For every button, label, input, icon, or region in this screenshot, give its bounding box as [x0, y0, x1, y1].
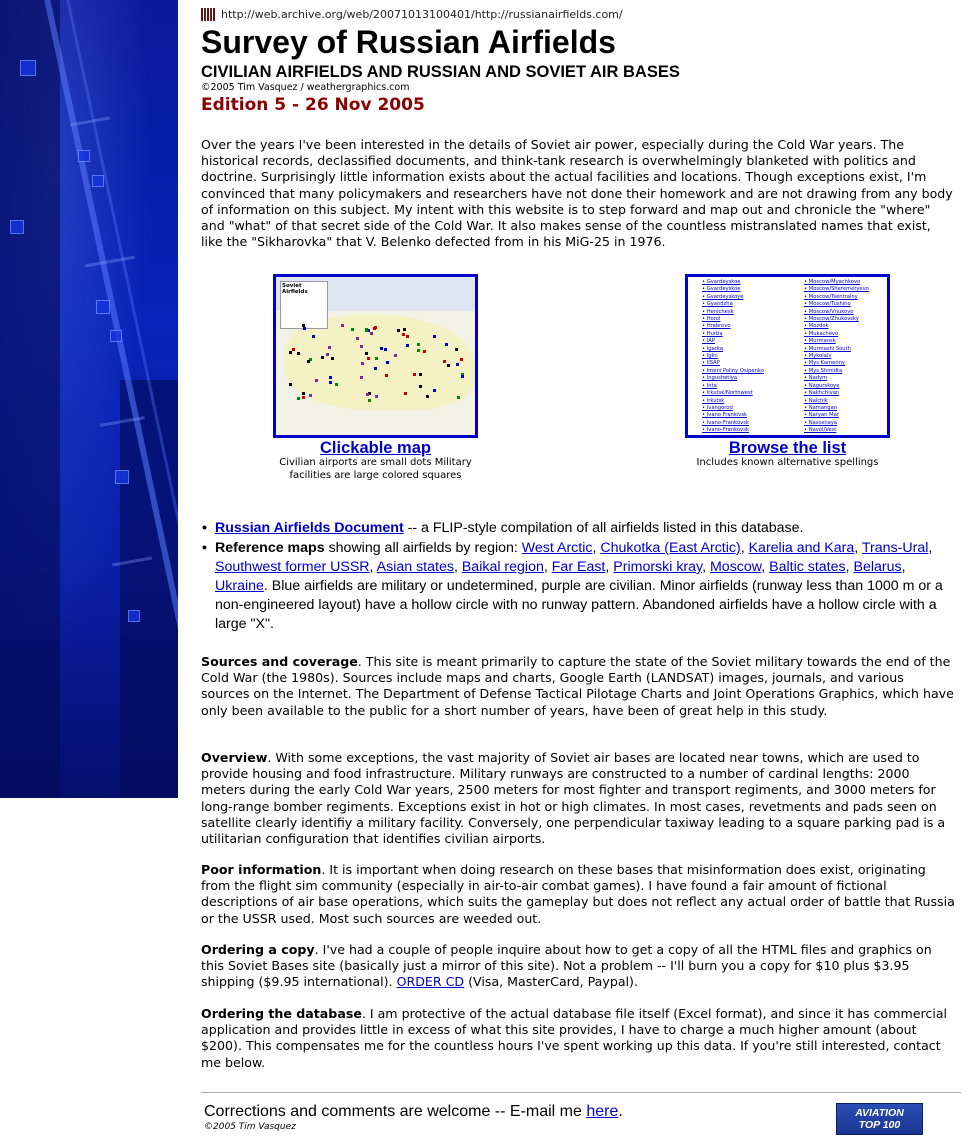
list-entry: • Moscow/Tsentralny: [804, 294, 869, 301]
list-entry: • Hrebrovo: [702, 323, 764, 330]
ordering-database-text: . I am protective of the actual database file itself (Excel format), and since it has commercial application and provides little in excess of what this site provides, I have to charge a much higher amount (about $200). This compensates me for the countless hours I've spent working up this data. If you're still interested, contact me below.: [201, 1006, 948, 1070]
map-airfield-dot: [426, 395, 429, 398]
map-airfield-dot: [360, 376, 363, 379]
list-entry: • Mys Shmidta: [804, 368, 869, 375]
list-column-2: [804, 279, 869, 435]
list-entry: • Inta: [702, 383, 764, 390]
badge-line-2: TOP 100: [858, 1119, 901, 1131]
region-link[interactable]: Primorski kray: [613, 559, 703, 575]
map-airfield-dot: [403, 328, 406, 331]
list-item: [201, 539, 961, 634]
map-airfield-dot: [397, 329, 400, 332]
header-copyright: ©2005 Tim Vasquez / weathergraphics.com: [201, 82, 410, 93]
map-airfield-dot: [367, 357, 370, 360]
browse-list-link[interactable]: Browse the list: [728, 439, 847, 457]
map-airfield-dot: [307, 360, 310, 363]
clickable-map-thumbnail[interactable]: [273, 274, 478, 438]
map-airfield-dot: [360, 345, 363, 348]
list-entry: • Nakhchivan: [804, 390, 869, 397]
map-airfield-dot: [374, 367, 377, 370]
region-separator: ,: [928, 540, 933, 556]
list-entry: • Ivano-Frankovsk: [702, 420, 764, 427]
payment-methods-text: (Visa, MasterCard, Paypal).: [464, 974, 638, 990]
ordering-copy-section: [201, 942, 956, 991]
list-entry: • Nagurskoye: [804, 383, 869, 390]
map-airfield-dot: [373, 327, 376, 330]
list-column-1: [702, 279, 764, 435]
map-airfield-dot: [312, 335, 315, 338]
map-airfield-dot: [289, 351, 292, 354]
list-entry: • IISAP: [702, 360, 764, 367]
region-link[interactable]: Karelia and Kara: [748, 540, 855, 556]
map-airfield-dot: [329, 376, 332, 379]
map-airfield-dot: [302, 396, 305, 399]
map-airfield-dot: [326, 353, 329, 356]
region-link[interactable]: Baikal region: [461, 559, 544, 575]
list-entry: • Igarka: [702, 346, 764, 353]
doc-description: -- a FLIP-style compilation of all airfields listed in this database.: [403, 520, 804, 536]
sources-heading: Sources and coverage: [201, 654, 358, 669]
ordering-copy-text: . I've had a couple of people inquire about how to get a copy of all the HTML files and graphics on this Soviet Bases site (basically just a mirror of this site). Not a problem -- I'll burn you a copy for $10 plus $3.95 shipping ($9.95 international).: [201, 942, 932, 990]
list-entry: • Mykolaiv: [804, 353, 869, 360]
region-link[interactable]: Asian states: [376, 559, 454, 575]
list-entry: • IAP: [702, 338, 764, 345]
aviation-top-100-badge[interactable]: [836, 1103, 923, 1135]
list-entry: • Gvardeyskoe: [702, 286, 764, 293]
order-cd-link[interactable]: ORDER CD: [396, 974, 465, 990]
list-entry: • Ivano-Frankovsk: [702, 427, 764, 434]
map-airfield-dot: [375, 357, 378, 360]
archive-url: http://web.archive.org/web/20071013100401/http://russianairfields.com/: [221, 7, 623, 21]
badge-line-1: AVIATION: [855, 1107, 904, 1119]
list-entry: • Gvardeyskoye: [702, 294, 764, 301]
region-link[interactable]: Far East: [551, 559, 606, 575]
map-airfield-dot: [315, 379, 318, 382]
map-airfield-dot: [406, 344, 409, 347]
list-entry: • Moscow/Sheremetyevo: [804, 286, 869, 293]
map-airfield-dot: [368, 399, 371, 402]
overview-heading: Overview: [201, 750, 268, 765]
footer-copyright: ©2005 Tim Vasquez: [204, 1122, 296, 1132]
reference-maps-intro: showing all airfields by region:: [324, 540, 522, 556]
map-airfield-dot: [447, 364, 450, 367]
map-airfield-dot: [341, 324, 344, 327]
region-separator: ,: [740, 540, 749, 556]
list-entry: • Nalchik: [804, 398, 869, 405]
region-link[interactable]: Belarus: [853, 559, 902, 575]
list-entry: • Gvardeyskoe: [702, 279, 764, 286]
list-entry: • Iglin: [702, 353, 764, 360]
region-link[interactable]: Chukotka (East Arctic): [600, 540, 741, 556]
map-airfield-dot: [455, 348, 458, 351]
page-subtitle: CIVILIAN AIRFIELDS AND RUSSIAN AND SOVIET AIR BASES: [201, 63, 680, 81]
map-airfield-dot: [356, 337, 359, 340]
ordering-database-section: [201, 1006, 956, 1071]
list-caption: Includes known alternative spellings: [696, 457, 879, 468]
wayback-bar: [201, 6, 623, 22]
map-airfield-dot: [394, 354, 397, 357]
region-separator: ,: [845, 559, 854, 575]
list-entry: • Namangan: [804, 405, 869, 412]
map-airfield-dot: [456, 363, 459, 366]
region-separator: ,: [702, 559, 710, 575]
list-entry: • Naryan Mar: [804, 412, 869, 419]
map-airfield-dot: [351, 328, 354, 331]
region-separator: ,: [854, 540, 862, 556]
map-legend: [280, 281, 328, 329]
map-airfield-dot: [402, 333, 405, 336]
map-airfield-dot: [423, 350, 426, 353]
map-caption: Civilian airports are small dots Military facilities are large colored squares: [279, 457, 472, 481]
map-airfield-dot: [370, 332, 373, 335]
list-entry: • Moscow/Tushino: [804, 301, 869, 308]
poor-information-heading: Poor information: [201, 862, 322, 877]
list-entry: • Imeni Poliny Osipenko: [702, 368, 764, 375]
poor-information-section: [201, 862, 956, 927]
map-airfield-dot: [385, 374, 388, 377]
region-separator: ,: [592, 540, 601, 556]
map-airfield-dot: [384, 348, 387, 351]
list-entry: • Murmansk: [804, 338, 869, 345]
map-airfield-dot: [361, 362, 364, 365]
ordering-copy-heading: Ordering a copy: [201, 942, 315, 957]
bullet-list: [201, 519, 961, 634]
region-link[interactable]: Moscow: [709, 559, 762, 575]
map-airfield-dot: [303, 327, 306, 330]
map-airfield-dot: [309, 394, 312, 397]
list-entry: • Nasosnaya: [804, 420, 869, 427]
intro-paragraph: Over the years I've been interested in the details of Soviet air power, especially during the Cold War years. The historical records, declassified documents, and think-tank research is overwhelmingly blanketed with politics and doctrine. Surprisingly little information exists about the actual facilities and locations. Though exceptions exist, I'm convinced that many policymakers and researchers have not done their homework and are not drawing from any body of information on this subject. My intent with this website is to step forward and map out and chronicle the "where" and "what" of that secret side of the Cold War. It also makes sense of the countless mistranslated names that exist, like the "Sikharovka" that V. Belenko defected from in his MiG-25 in 1976.: [201, 137, 953, 250]
list-entry: • Ingushetiya: [702, 375, 764, 382]
footer-period: .: [618, 1103, 623, 1120]
region-link[interactable]: West Arctic: [521, 540, 593, 556]
list-entry: • Irkutsk/Northwest: [702, 390, 764, 397]
list-entry: • Gyandzha: [702, 301, 764, 308]
satellite-image: [0, 0, 178, 798]
list-entry: • Henichesk: [702, 309, 764, 316]
footer-divider: [201, 1092, 961, 1093]
footer-contact-text: Corrections and comments are welcome -- E-mail me: [204, 1103, 587, 1120]
region-separator: ,: [761, 559, 770, 575]
map-title: Soviet Airfields: [282, 283, 308, 295]
map-airfield-dot: [404, 392, 407, 395]
list-entry: • Hurba: [702, 331, 764, 338]
map-airfield-dot: [419, 385, 422, 388]
map-airfield-dot: [457, 396, 460, 399]
map-airfield-dot: [433, 389, 436, 392]
list-entry: • Moscow/Zhukovsky: [804, 316, 869, 323]
region-separator: ,: [369, 559, 377, 575]
sources-text: . This site is meant primarily to capture the state of the Soviet military towards the end of the Cold War (the 1980s). Sources include maps and charts, Google Earth (LANDSAT) images, journals, and various sources on the Internet. The Department of Defense Tactical Pilotage Charts and Joint Operations Graphics, which have only been available to the public for a short number of years, have been of great help in this study.: [201, 654, 954, 718]
list-entry: • Nadym: [804, 375, 869, 382]
footer-contact: [204, 1102, 623, 1122]
map-airfield-dot: [380, 347, 383, 350]
map-airfield-dot: [297, 397, 300, 400]
map-airfield-dot: [417, 349, 420, 352]
list-entry: • Mukachevo: [804, 331, 869, 338]
sources-section: [201, 654, 956, 719]
ordering-database-heading: Ordering the database: [201, 1006, 362, 1021]
region-separator: ,: [453, 559, 462, 575]
list-entry: • Moscow/Vnukovo: [804, 309, 869, 316]
map-airfield-dot: [292, 348, 295, 351]
list-entry: • Ivangorod: [702, 405, 764, 412]
map-airfield-dot: [328, 346, 331, 349]
region-link[interactable]: Baltic states: [769, 559, 846, 575]
region-separator: ,: [605, 559, 614, 575]
region-separator: ,: [901, 559, 906, 575]
list-entry: • Horol: [702, 316, 764, 323]
map-airfield-dot: [406, 335, 409, 338]
list-entry: • Irkutsk: [702, 398, 764, 405]
map-airfield-dot: [419, 373, 422, 376]
list-entry: • Ivano Frankivsk: [702, 412, 764, 419]
map-airfield-dot: [335, 383, 338, 386]
region-link[interactable]: Southwest former USSR: [215, 559, 370, 575]
map-airfield-dot: [329, 381, 332, 384]
map-airfield-dot: [375, 395, 378, 398]
region-separator: ,: [543, 559, 552, 575]
list-entry: • Mozdok: [804, 323, 869, 330]
map-airfield-dot: [433, 335, 436, 338]
airfields-document-link[interactable]: Russian Airfields Document: [215, 520, 404, 536]
list-entry: • Mys Kamenny: [804, 360, 869, 367]
map-airfield-dot: [365, 328, 368, 331]
map-airfield-dot: [302, 392, 305, 395]
map-airfield-dot: [297, 352, 300, 355]
poor-information-text: . It is important when doing research on these bases that misinformation does exist, originating from the flight sim community (especially in air-to-air combat games). I have found a fair amount of fictional descriptions of air base operations, which suits the gameplay but does not reflect any actual order of battle that Russia or the USSR used. Most such sources are weeded out.: [201, 862, 955, 926]
region-link[interactable]: Ukraine: [215, 578, 264, 594]
map-airfield-dot: [413, 373, 416, 376]
list-entry: • Murmashi South: [804, 346, 869, 353]
map-airfield-dot: [461, 375, 464, 378]
map-airfield-dot: [331, 357, 334, 360]
email-link[interactable]: here: [586, 1103, 619, 1120]
map-airfield-dot: [302, 324, 305, 327]
reference-maps-legend: . Blue airfields are military or undetermined, purple are civilian. Minor airfields (runway less than 1000 m or a non-engineered layout) have a hollow circle with no runway pattern. Abandoned airfields have a hollow circle with a large "X".: [215, 578, 943, 632]
list-entry: • Navoi/Vest: [804, 427, 869, 434]
reference-maps-label: Reference maps: [215, 540, 325, 556]
list-item: [201, 519, 961, 538]
list-entry: • Moscow/Myachkovo: [804, 279, 869, 286]
map-airfield-dot: [443, 360, 446, 363]
overview-text: . With some exceptions, the vast majority of Soviet air bases are located near towns, which are used to provide housing and food infrastructure. Military runways are constructed to a number of cardinal lengths: 2000 meters during the early Cold War years, 2500 meters for most fighter and transport regiments, and 3000 meters for long-range bomber regiments. Exceptions exist in hot or high climates. In most cases, revetments and pads seen on satellite clearly identifiy a military facility. Conversely, one perpendicular taxiway leading to a square parking pad is a utilitarian configuration that identifies civilian airports.: [201, 750, 946, 847]
wayback-machine-icon[interactable]: [201, 8, 215, 21]
map-airfield-dot: [289, 383, 292, 386]
map-airfield-dot: [460, 358, 463, 361]
map-airfield-dot: [386, 361, 389, 364]
browse-list-thumbnail[interactable]: [685, 274, 890, 438]
clickable-map-link[interactable]: Clickable map: [320, 439, 431, 457]
map-airfield-dot: [445, 343, 448, 346]
overview-section: [201, 750, 956, 847]
map-airfield-dot: [321, 356, 324, 359]
page-title: Survey of Russian Airfields: [201, 24, 616, 60]
map-airfield-dot: [366, 393, 369, 396]
edition-label: Edition 5 - 26 Nov 2005: [201, 95, 425, 115]
map-airfield-dot: [417, 343, 420, 346]
map-airfield-dot: [365, 352, 368, 355]
region-link[interactable]: Trans-Ural: [861, 540, 929, 556]
